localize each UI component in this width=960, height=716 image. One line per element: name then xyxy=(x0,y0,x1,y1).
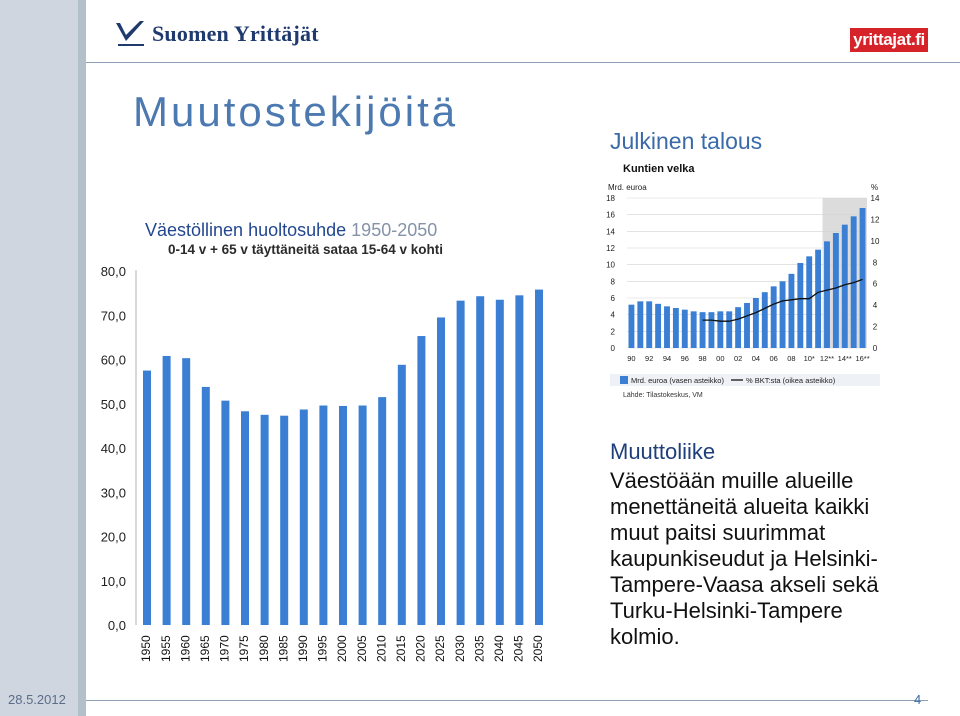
dependency-bar xyxy=(241,411,249,625)
legend-bar-label: Mrd. euroa (vasen asteikko) xyxy=(631,376,724,385)
x-tick-label: 1990 xyxy=(295,635,310,662)
debt-bar xyxy=(726,311,732,348)
right-tick-label: 0 xyxy=(872,344,878,353)
municipal-debt-chart xyxy=(595,155,885,410)
x-tick-label: 16** xyxy=(855,354,870,363)
left-tick-label: 4 xyxy=(610,310,615,320)
x-tick-label: 94 xyxy=(662,354,672,363)
x-tick-label: 2045 xyxy=(511,635,526,662)
source-label: Lähde: Tilastokeskus, VM xyxy=(623,392,703,399)
left-tick-label: 6 xyxy=(610,294,615,303)
x-tick-label: 08 xyxy=(787,354,796,363)
debt-bar xyxy=(700,312,706,348)
debt-bar xyxy=(842,225,848,348)
debt-bar xyxy=(629,305,635,348)
x-tick-label: 92 xyxy=(645,354,654,363)
y-tick-label: 80,0 xyxy=(100,264,126,279)
mini-chart-title: Kuntien velka xyxy=(623,163,695,175)
x-tick-label: 2040 xyxy=(491,635,506,662)
x-tick-label: 1995 xyxy=(315,635,330,662)
x-tick-label: 2030 xyxy=(452,635,467,662)
migration-body: Väestöään muille alueille menettäneitä alueita kaikki muut paitsi suurimmat kaupunkiseudut ja Helsinki- Tampere-Vaasa akseli sekä Turku-Helsinki-Tampere kolmio. xyxy=(610,468,879,649)
x-tick-label: 90 xyxy=(627,354,636,363)
site-badge[interactable]: yrittajat.fi xyxy=(850,28,928,52)
dependency-bar xyxy=(496,300,504,625)
dependency-bar xyxy=(319,406,327,625)
x-tick-label: 02 xyxy=(733,354,743,363)
dependency-bar xyxy=(300,410,308,625)
debt-bar xyxy=(744,303,750,348)
x-tick-label: 2010 xyxy=(374,635,389,662)
y-tick-label: 60,0 xyxy=(100,352,126,368)
x-tick-label: 1960 xyxy=(178,635,193,662)
debt-bar xyxy=(682,310,688,348)
dependency-bar xyxy=(280,416,288,625)
dependency-bar xyxy=(261,415,269,625)
x-tick-label: 10* xyxy=(803,354,815,363)
left-tick-label: 0 xyxy=(610,344,615,353)
x-tick-label: 2025 xyxy=(433,635,448,662)
left-tick-label: 10 xyxy=(606,260,615,270)
debt-bar xyxy=(789,274,795,348)
debt-bar xyxy=(646,301,652,348)
debt-bar xyxy=(717,311,723,348)
x-tick-label: 2000 xyxy=(335,635,350,662)
right-tick-label: 6 xyxy=(872,279,878,289)
x-tick-label: 06 xyxy=(769,354,778,363)
dependency-bar xyxy=(515,295,523,625)
dependency-bar xyxy=(221,401,229,625)
slide-date: 28.5.2012 xyxy=(8,692,66,707)
left-tick-label: 2 xyxy=(610,327,615,337)
x-tick-label: 96 xyxy=(680,354,689,363)
x-tick-label: 00 xyxy=(716,354,725,363)
x-tick-label: 1985 xyxy=(276,635,291,662)
x-tick-label: 98 xyxy=(698,354,707,363)
y-tick-label: 20,0 xyxy=(100,529,126,545)
dependency-bar xyxy=(359,406,367,625)
y-tick-label: 50,0 xyxy=(100,396,126,412)
public-finance-title: Julkinen talous xyxy=(610,128,763,154)
right-tick-label: 14 xyxy=(870,194,880,203)
debt-bar xyxy=(780,281,786,348)
x-tick-label: 2035 xyxy=(472,635,487,662)
dependency-bar xyxy=(457,301,465,625)
x-tick-label: 2015 xyxy=(393,635,408,662)
page-number: 4 xyxy=(914,692,922,707)
migration-title: Muuttoliike xyxy=(610,439,716,464)
dependency-bar xyxy=(398,365,406,625)
x-tick-label: 1950 xyxy=(139,635,154,662)
debt-bar xyxy=(664,306,670,348)
debt-bar xyxy=(824,241,830,348)
footer-divider xyxy=(86,700,928,701)
right-tick-label: 12 xyxy=(870,215,880,225)
debt-bar xyxy=(815,250,821,348)
dependency-bar xyxy=(163,356,171,625)
left-tick-label: 8 xyxy=(610,277,615,287)
left-tick-label: 16 xyxy=(606,210,615,220)
x-tick-label: 1980 xyxy=(256,635,271,662)
debt-bar xyxy=(860,208,866,348)
left-unit-label: Mrd. euroa xyxy=(608,183,647,192)
debt-bar xyxy=(735,307,741,348)
debt-bar xyxy=(709,312,715,348)
x-tick-label: 1965 xyxy=(197,635,212,662)
debt-bar xyxy=(691,311,697,348)
debt-bar xyxy=(771,286,777,348)
x-tick-label: 1955 xyxy=(158,635,173,662)
dependency-bar xyxy=(417,336,425,625)
right-tick-label: 8 xyxy=(872,258,878,268)
x-tick-label: 2005 xyxy=(354,635,369,662)
y-tick-label: 40,0 xyxy=(100,441,126,456)
debt-bar xyxy=(637,301,643,348)
debt-bar xyxy=(655,304,661,348)
right-tick-label: 4 xyxy=(872,301,878,311)
y-tick-label: 30,0 xyxy=(100,485,126,501)
dependency-title-years: 1950-2050 xyxy=(351,220,438,240)
right-tick-label: 2 xyxy=(872,322,878,332)
debt-bar xyxy=(753,298,759,348)
debt-bar xyxy=(806,256,812,348)
logo-text: Suomen Yrittäjät xyxy=(152,21,319,46)
dependency-bar xyxy=(202,387,210,625)
x-tick-label: 2050 xyxy=(531,635,546,662)
dependency-bar xyxy=(535,290,543,625)
left-tick-label: 14 xyxy=(606,227,615,237)
debt-bar xyxy=(673,308,679,348)
x-tick-label: 1970 xyxy=(217,635,232,662)
y-tick-label: 70,0 xyxy=(100,308,126,324)
x-tick-label: 04 xyxy=(751,354,761,363)
dependency-bar xyxy=(339,406,347,625)
left-tick-label: 18 xyxy=(606,194,615,203)
debt-bar xyxy=(833,233,839,348)
y-tick-label: 0,0 xyxy=(107,618,126,633)
dependency-bar xyxy=(182,358,190,625)
debt-bar xyxy=(762,292,768,348)
x-tick-label: 14** xyxy=(837,354,852,363)
debt-bar xyxy=(797,263,803,348)
x-tick-label: 12** xyxy=(819,354,835,363)
dependency-subtitle: 0-14 v + 65 v täyttäneitä sataa 15-64 v kohti xyxy=(168,242,444,257)
dependency-bar xyxy=(143,371,151,625)
left-tick-label: 12 xyxy=(606,244,615,253)
legend-bar-swatch xyxy=(620,376,628,384)
dependency-bar xyxy=(437,317,445,625)
right-tick-label: 10 xyxy=(870,236,880,246)
dependency-title-main: Väestöllinen huoltosuhde xyxy=(145,220,347,240)
legend-line-label: % BKT:sta (oikea asteikko) xyxy=(746,376,836,385)
y-tick-label: 10,0 xyxy=(100,573,126,589)
x-tick-label: 1975 xyxy=(237,635,252,662)
dependency-bar xyxy=(378,397,386,625)
slide-title: Muutostekijöitä xyxy=(133,88,459,135)
x-tick-label: 2020 xyxy=(413,635,428,662)
dependency-bar xyxy=(476,296,484,625)
right-unit-label: % xyxy=(871,183,879,192)
